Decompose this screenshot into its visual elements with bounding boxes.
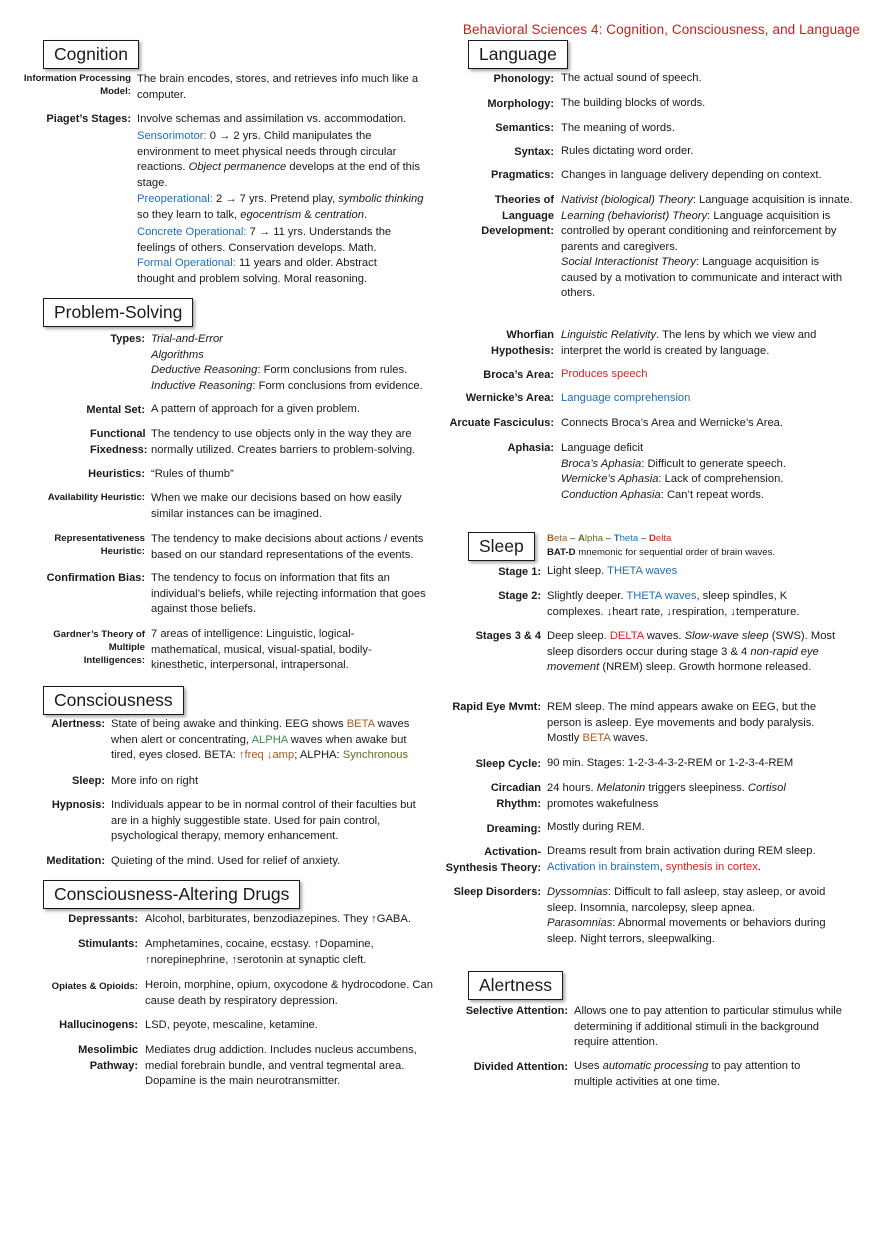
label-representativeness-heuristic: Representativeness Heuristic: <box>54 533 145 557</box>
text-theories: Nativist (biological) Theory: Language acquisition is innate. Learning (behaviorist) Theory: Language acquisition is controlled by operant conditioning and reinforcement by parents and caregivers. Social Interactionist Theory: Language acquisition is caused by a motivation to communicate and interact with others. <box>561 194 853 299</box>
text-selective-attention: Allows one to pay attention to particular stimulus while determining if additional stimuli in the background require attention. <box>574 1005 843 1048</box>
label-information-processing-model: Information Processing Model: <box>23 73 131 97</box>
text-stage-2: Slightly deeper. THETA waves, sleep spindles, K complexes. ↓heart rate, ↓respiration, ↓temperature. <box>547 590 800 618</box>
text-heuristics: “Rules of thumb” <box>151 468 234 480</box>
text-stage-1: Light sleep. THETA waves <box>547 565 678 577</box>
section-header-problem-solving: Problem-Solving <box>43 298 193 327</box>
label-whorfian-hypothesis: Whorfian Hypothesis: <box>491 329 554 357</box>
label-morphology: Morphology: <box>487 98 554 110</box>
label-types: Types: <box>110 333 145 345</box>
label-alertness: Alertness: <box>51 718 105 730</box>
text-aphasia: Language deficit Broca’s Aphasia: Difficult to generate speech. Wernicke’s Aphasia: Lack of comprehension. Conduction Aphasia: Can’t repeat words. <box>561 442 786 501</box>
label-piaget-stages: Piaget’s Stages: <box>46 113 131 125</box>
text-representativeness-heuristic: The tendency to make decisions about actions / events based on our standard representations of the events. <box>151 533 424 561</box>
text-meditation: Quieting of the mind. Used for relief of anxiety. <box>111 855 341 867</box>
text-rapid-eye-movement: REM sleep. The mind appears awake on EEG, but the person is asleep. Eye movements and body paralysis. Mostly BETA waves. <box>547 701 817 744</box>
text-availability-heuristic: When we make our decisions based on how easily similar instances can be imagined. <box>151 492 402 520</box>
section-header-alertness: Alertness <box>468 971 563 1000</box>
label-semantics: Semantics: <box>495 122 554 134</box>
label-circadian-rhythm: Circadian Rhythm: <box>490 782 541 810</box>
label-heuristics: Heuristics: <box>88 468 145 480</box>
label-arcuate-fasciculus: Arcuate Fasciculus: <box>449 417 554 429</box>
label-meditation: Meditation: <box>46 855 105 867</box>
label-opiates-opioids: Opiates & Opioids: <box>51 981 138 992</box>
text-stimulants: Amphetamines, cocaine, ecstasy. ↑Dopamine, ↑norepinephrine, ↑serotonin at synaptic cleft. <box>145 938 374 966</box>
text-sensorimotor: Sensorimotor: 0 → 2 yrs. Child manipulates the environment to meet physical needs through circular reactions. Object permanence develops at the end of this stage. <box>137 130 420 189</box>
label-selective-attention: Selective Attention: <box>465 1005 568 1017</box>
text-functional-fixedness: The tendency to use objects only in the way they are normally utilized. Creates barriers to problem-solving. <box>151 428 416 456</box>
section-header-language: Language <box>468 40 568 69</box>
label-divided-attention: Divided Attention: <box>473 1061 568 1073</box>
text-circadian-rhythm: 24 hours. Melatonin triggers sleepiness. Cortisol promotes wakefulness <box>547 782 786 810</box>
text-opiates-opioids: Heroin, morphine, opium, oxycodone & hydrocodone. Can cause death by respiratory depression. <box>145 979 433 1007</box>
text-sleep: More info on right <box>111 775 199 787</box>
label-wernickes-area: Wernicke’s Area: <box>465 392 554 404</box>
text-pragmatics: Changes in language delivery depending on context. <box>561 169 822 181</box>
label-mesolimbic-pathway: Mesolimbic Pathway: <box>78 1044 138 1072</box>
label-depressants: Depressants: <box>68 913 138 925</box>
label-rapid-eye-movement: Rapid Eye Mvmt: <box>452 701 541 713</box>
text-sleep-cycle: 90 min. Stages: 1-2-3-4-3-2-REM or 1-2-3-4-REM <box>547 757 794 769</box>
label-syntax: Syntax: <box>514 146 554 158</box>
text-alertness: State of being awake and thinking. EEG shows BETA waves when alert or concentrating, ALPHA waves when awake but tired, eyes closed. BETA: ↑freq ↓amp; ALPHA: Synchronous <box>111 718 410 761</box>
text-semantics: The meaning of words. <box>561 122 675 134</box>
label-availability-heuristic: Availability Heuristic: <box>47 492 145 503</box>
sleep-mnemonic-caption: BAT-D mnemonic for sequential order of brain waves. <box>547 547 776 558</box>
text-mesolimbic-pathway: Mediates drug addiction. Includes nucleus accumbens, medial forebrain bundle, and ventral tegmental area. Dopamine is the main neurotransmitter. <box>145 1044 417 1087</box>
text-syntax: Rules dictating word order. <box>561 145 694 157</box>
label-activation-synthesis-theory: Activation-Synthesis Theory: <box>445 846 541 874</box>
text-sleep-disorders: Dyssomnias: Difficult to fall asleep, stay asleep, or avoid sleep. Insomnia, narcolepsy, sleep apnea. Parasomnias: Abnormal movements or behaviors during sleep. Night terrors, sleepwalking. <box>547 886 826 945</box>
label-stage-1: Stage 1: <box>498 566 541 578</box>
label-phonology: Phonology: <box>493 73 554 85</box>
label-functional-fixedness: Functional Fixedness: <box>90 428 148 456</box>
text-formal-operational: Formal Operational: 11 years and older. Abstract thought and problem solving. Moral reasoning. <box>137 257 377 285</box>
label-aphasia: Aphasia: <box>507 442 554 454</box>
text-hallucinogens: LSD, peyote, mescaline, ketamine. <box>145 1019 318 1031</box>
text-phonology: The actual sound of speech. <box>561 72 702 84</box>
sleep-mnemonic-waves: Beta – Alpha – Theta – Delta <box>547 533 672 544</box>
text-morphology: The building blocks of words. <box>561 97 706 109</box>
text-divided-attention: Uses automatic processing to pay attention to multiple activities at one time. <box>574 1060 801 1088</box>
text-whorfian-hypothesis: Linguistic Relativity. The lens by which we view and interpret the world is created by language. <box>561 329 817 357</box>
label-stimulants: Stimulants: <box>78 938 138 950</box>
text-information-processing-model: The brain encodes, stores, and retrieves info much like a computer. <box>137 73 419 101</box>
label-dreaming: Dreaming: <box>486 823 541 835</box>
text-piaget-intro: Involve schemas and assimilation vs. accommodation. <box>137 113 407 125</box>
label-pragmatics: Pragmatics: <box>491 169 554 181</box>
section-header-drugs: Consciousness-Altering Drugs <box>43 880 300 909</box>
text-gardner-multiple-intelligences: 7 areas of intelligence: Linguistic, logical-mathematical, musical, visual-spatial, bodily-kinesthetic, interpersonal, intrapersonal. <box>151 628 372 671</box>
text-types: Trial-and-Error Algorithms Deductive Reasoning: Form conclusions from rules. Inductive Reasoning: Form conclusions from evidence. <box>151 333 423 392</box>
text-preoperational: Preoperational: 2 → 7 yrs. Pretend play, symbolic thinking so they learn to talk, egocentrism & centration. <box>137 193 424 221</box>
label-theories-of-language-development: Theories of Language Development: <box>481 194 554 237</box>
text-wernickes-area: Language comprehension <box>561 392 691 404</box>
label-gardner-multiple-intelligences: Gardner’s Theory of Multiple Intelligences: <box>53 629 145 666</box>
text-arcuate-fasciculus: Connects Broca’s Area and Wernicke’s Area. <box>561 417 784 429</box>
section-header-consciousness: Consciousness <box>43 686 184 715</box>
text-dreaming: Mostly during REM. <box>547 821 645 833</box>
label-stage-2: Stage 2: <box>498 590 541 602</box>
label-hypnosis: Hypnosis: <box>51 799 105 811</box>
label-brocas-area: Broca’s Area: <box>483 369 554 381</box>
text-mental-set: A pattern of approach for a given problem. <box>151 403 360 415</box>
section-header-sleep: Sleep <box>468 532 535 561</box>
label-mental-set: Mental Set: <box>86 404 145 416</box>
page-title: Behavioral Sciences 4: Cognition, Consciousness, and Language <box>462 22 860 37</box>
text-activation-synthesis-theory: Dreams result from brain activation during REM sleep. Activation in brainstem, synthesis in cortex. <box>547 845 816 873</box>
label-sleep: Sleep: <box>71 775 105 787</box>
label-stages-3-4: Stages 3 & 4 <box>475 630 541 642</box>
text-depressants: Alcohol, barbiturates, benzodiazepines. They ↑GABA. <box>145 913 411 925</box>
label-sleep-cycle: Sleep Cycle: <box>475 758 541 770</box>
text-brocas-area: Produces speech <box>561 368 648 380</box>
section-header-cognition: Cognition <box>43 40 139 69</box>
label-sleep-disorders: Sleep Disorders: <box>453 886 541 898</box>
label-confirmation-bias: Confirmation Bias: <box>46 572 145 584</box>
text-confirmation-bias: The tendency to focus on information that fits an individual’s beliefs, while rejecting information that goes against those beliefs. <box>151 572 426 615</box>
text-stages-3-4: Deep sleep. DELTA waves. Slow-wave sleep (SWS). Most sleep disorders occur during stage 3 & 4 non-rapid eye movement (NREM) sleep. Growth hormone released. <box>547 630 836 673</box>
label-hallucinogens: Hallucinogens: <box>59 1019 138 1031</box>
text-hypnosis: Individuals appear to be in normal control of their faculties but are in a highly suggestible state. Used for pain control, psychological therapy, memory enhancement. <box>111 799 416 842</box>
text-concrete-operational: Concrete Operational: 7 → 11 yrs. Understands the feelings of others. Conservation develops. Math. <box>137 226 392 254</box>
